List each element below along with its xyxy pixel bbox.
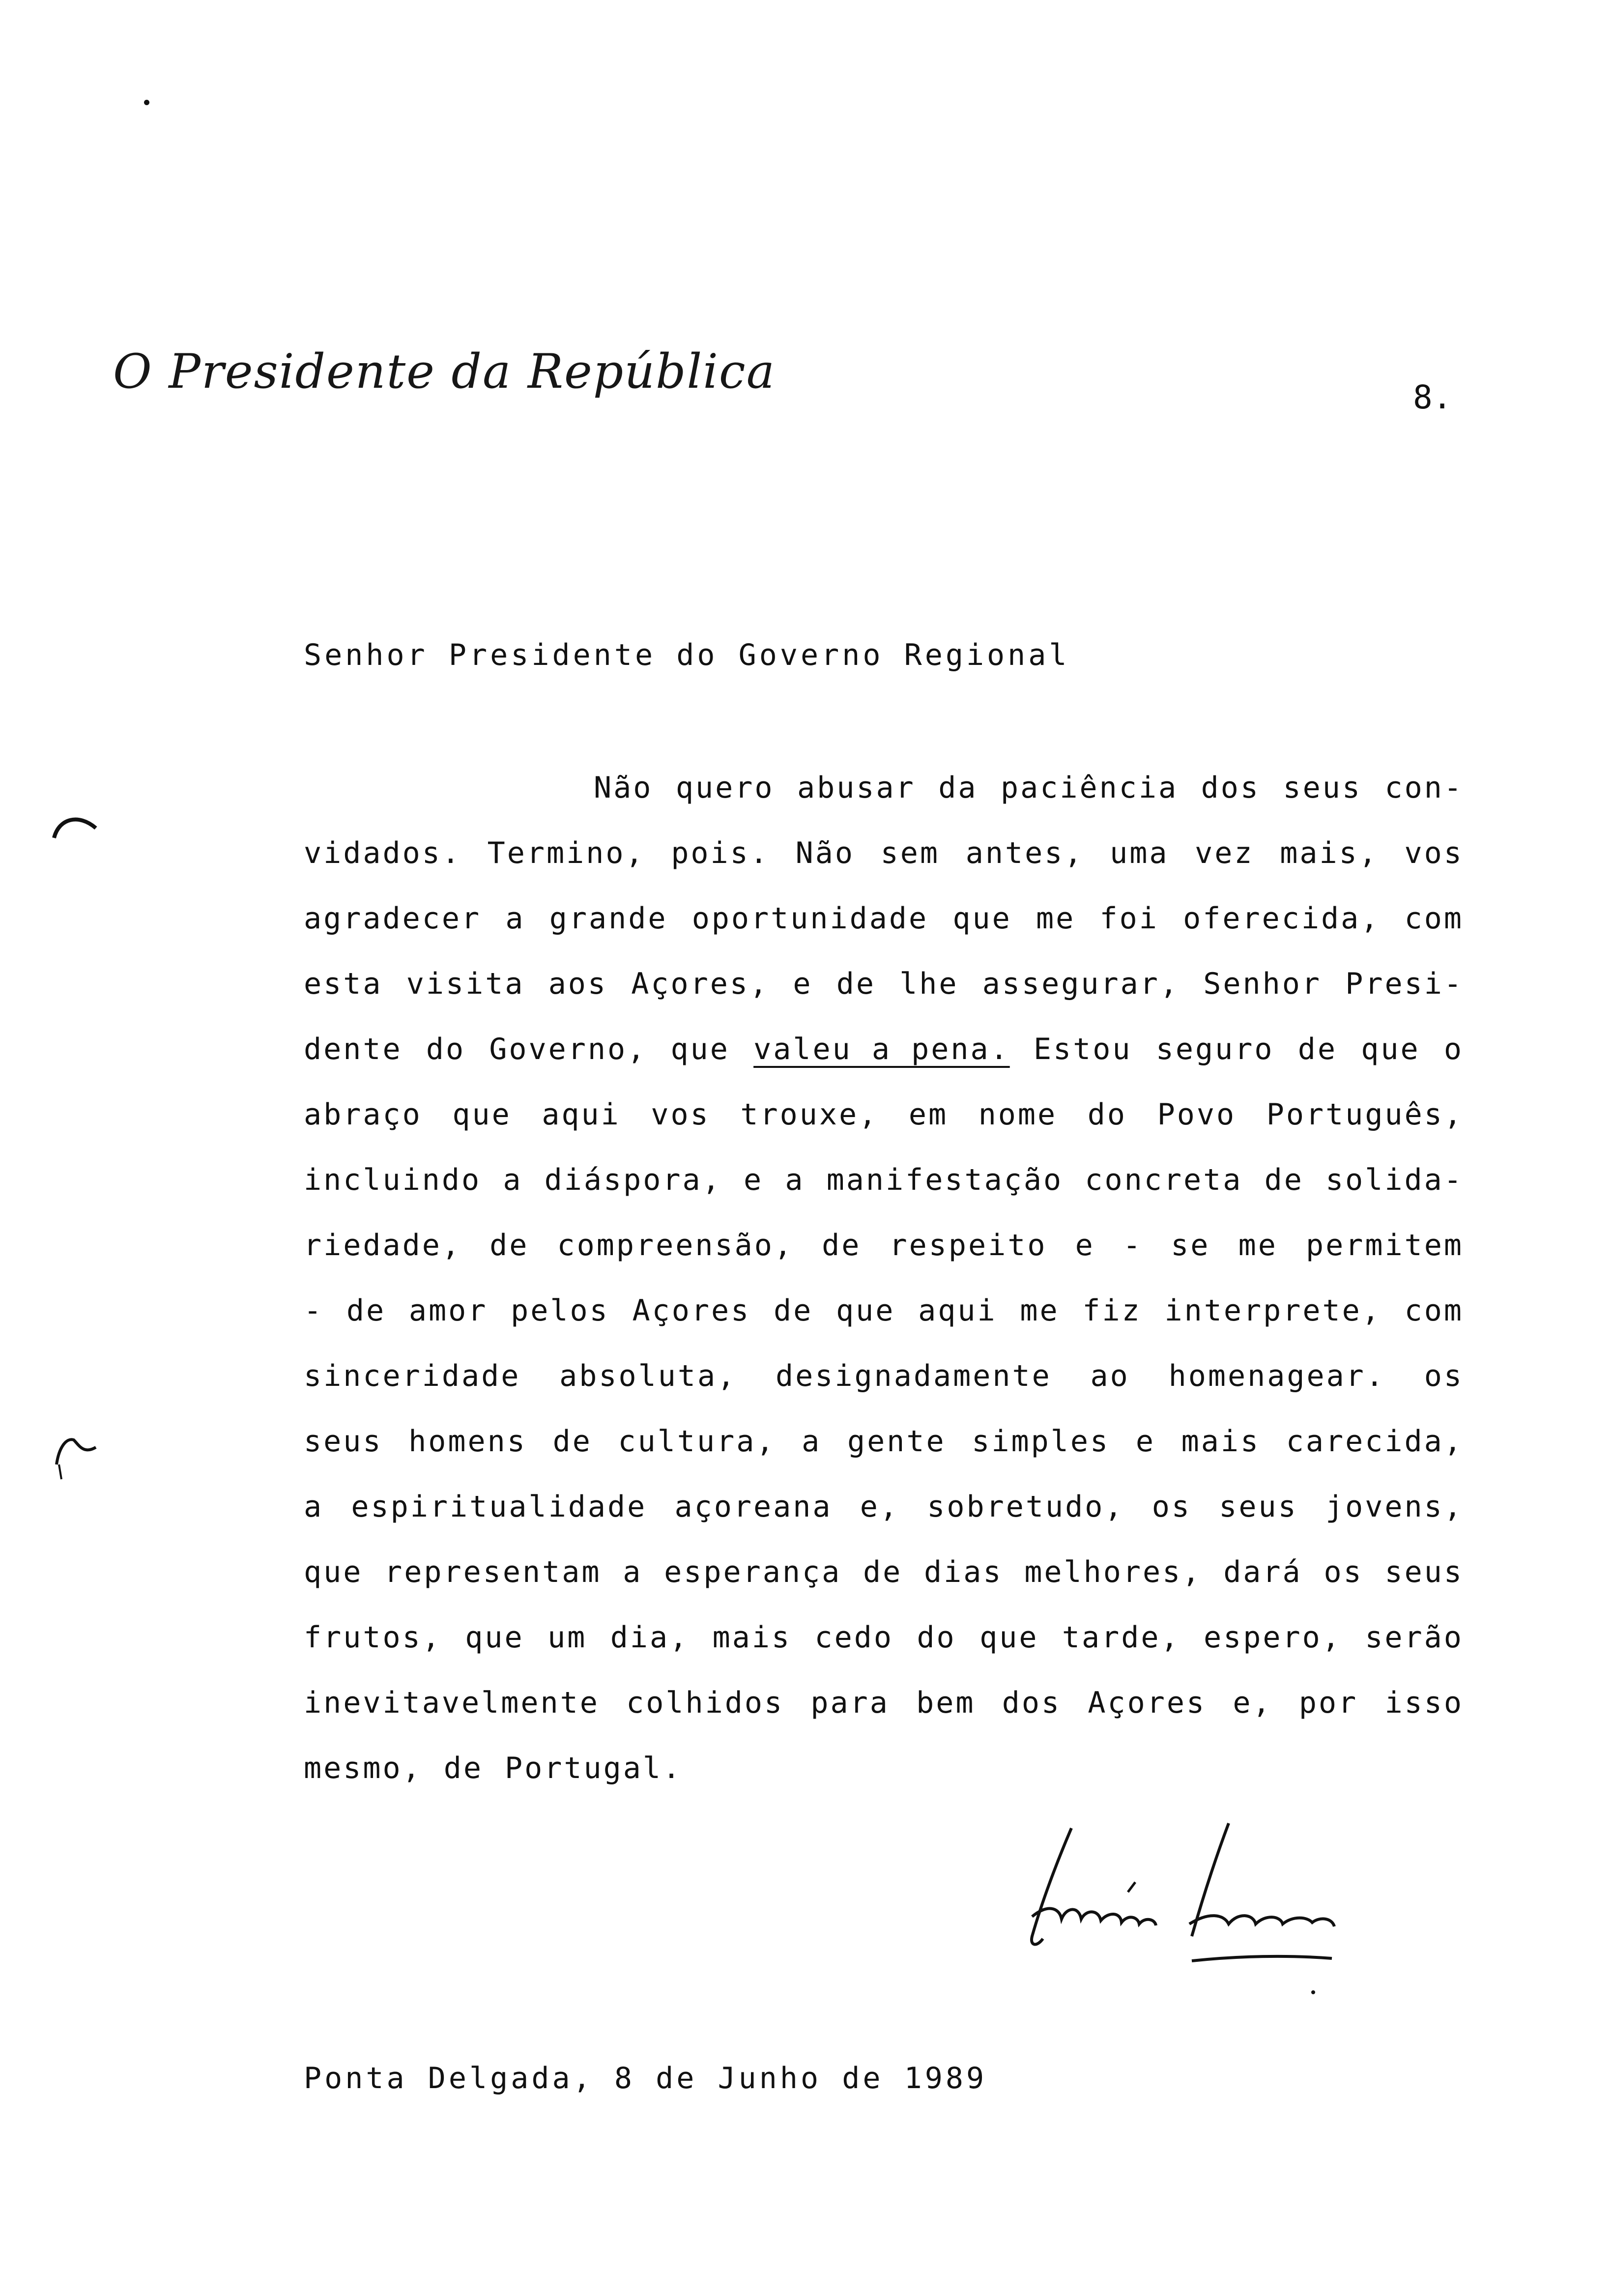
body-word: de xyxy=(552,1424,592,1459)
body-word: oportunidade xyxy=(691,901,929,936)
body-word: compreensão, xyxy=(557,1228,794,1263)
body-word: paciência xyxy=(1001,771,1179,805)
body-word: abraço xyxy=(304,1097,422,1132)
body-word: que xyxy=(836,1293,895,1328)
body-word: dente xyxy=(304,1032,403,1066)
body-word: um xyxy=(547,1620,587,1655)
body-word: aqui xyxy=(918,1293,997,1328)
body-word: com xyxy=(1404,1293,1464,1328)
body-word: esperança xyxy=(664,1555,842,1589)
body-word: de xyxy=(489,1228,529,1263)
body-word: jovens, xyxy=(1325,1490,1464,1524)
body-word: dos xyxy=(1002,1686,1062,1720)
letterhead: O Presidente da República xyxy=(113,344,776,399)
body-word: sinceridade xyxy=(304,1359,521,1393)
body-word: fiz xyxy=(1082,1293,1142,1328)
body-line xyxy=(304,1424,1464,1490)
body-word: de xyxy=(863,1555,903,1589)
body-line xyxy=(304,1163,1464,1228)
body-line xyxy=(304,901,1464,967)
body-line xyxy=(304,1097,1464,1163)
body-word: de xyxy=(1297,1032,1337,1066)
body-word: e xyxy=(1075,1228,1095,1263)
body-word: vos xyxy=(1404,836,1464,870)
body-line xyxy=(304,1751,1464,1816)
body-word: com xyxy=(1404,901,1464,936)
body-word: do xyxy=(426,1032,466,1066)
body-word: uma xyxy=(1110,836,1169,870)
body-word: simples xyxy=(972,1424,1110,1459)
body-word: riedade, xyxy=(304,1228,461,1263)
body-word: concreta xyxy=(1085,1163,1243,1197)
body-line xyxy=(304,1293,1464,1359)
body-word: mais xyxy=(712,1620,792,1655)
body-word: a xyxy=(623,1555,643,1589)
body-word: tarde, xyxy=(1062,1620,1180,1655)
body-word: que xyxy=(304,1555,363,1589)
body-word: dos xyxy=(1201,771,1260,805)
body-word: de xyxy=(346,1293,386,1328)
body-word: lhe xyxy=(899,967,959,1001)
body-word: homens xyxy=(408,1424,527,1459)
body-word: e xyxy=(1135,1424,1155,1459)
body-word: a xyxy=(505,901,525,936)
body-word: dias xyxy=(924,1555,1003,1589)
body-word: de xyxy=(836,967,876,1001)
body-word: espiritualidade xyxy=(351,1490,647,1524)
body-line xyxy=(304,1620,1464,1686)
body-line xyxy=(304,1490,1464,1555)
body-word: gente xyxy=(847,1424,946,1459)
body-word: cultura, xyxy=(618,1424,776,1459)
body-word: Portugal. xyxy=(505,1751,683,1785)
body-word: Termino, xyxy=(487,836,645,870)
body-word: colhidos xyxy=(626,1686,784,1720)
body-word: os xyxy=(1424,1359,1464,1393)
body-word: de xyxy=(822,1228,862,1263)
body-word: que xyxy=(452,1097,512,1132)
body-word: vidados. xyxy=(304,836,461,870)
body-word: visita xyxy=(406,967,525,1001)
body-word: de xyxy=(1264,1163,1304,1197)
body-word: seus xyxy=(1283,771,1362,805)
body-word: abusar xyxy=(797,771,916,805)
body-word: mesmo, xyxy=(304,1751,422,1785)
body-word: representam xyxy=(384,1555,602,1589)
date-line: Ponta Delgada, 8 de Junho de 1989 xyxy=(304,2061,987,2095)
page-number: 8. xyxy=(1413,378,1452,416)
body-word: assegurar, xyxy=(982,967,1180,1001)
body-word: a xyxy=(802,1424,822,1459)
body-word: de xyxy=(443,1751,483,1785)
body-word: Governo, xyxy=(489,1032,647,1066)
body-word: absoluta, xyxy=(559,1359,737,1393)
body-word: seguro xyxy=(1155,1032,1274,1066)
body-word: de xyxy=(774,1293,813,1328)
margin-mark xyxy=(47,1420,111,1489)
body-word: e, xyxy=(1233,1686,1272,1720)
body-word: o xyxy=(1443,1032,1464,1066)
body-word: quero xyxy=(675,771,775,805)
body-word: a xyxy=(503,1163,523,1197)
body-word: por xyxy=(1298,1686,1358,1720)
body-word: homenagear. xyxy=(1168,1359,1385,1393)
body-line xyxy=(304,1686,1464,1751)
body-word: Senhor xyxy=(1203,967,1322,1001)
body-word: solida- xyxy=(1325,1163,1464,1197)
body-word: em xyxy=(908,1097,949,1132)
body-word: açoreana xyxy=(674,1490,833,1524)
body-word: interprete, xyxy=(1164,1293,1382,1328)
body-word: incluindo xyxy=(304,1163,482,1197)
body-word: ao xyxy=(1090,1359,1130,1393)
body-word: mais xyxy=(1181,1424,1261,1459)
body-word: antes, xyxy=(965,836,1084,870)
body-line xyxy=(304,836,1464,901)
body-word: Estou xyxy=(1033,1032,1132,1066)
body-word: mais, xyxy=(1280,836,1379,870)
body-line xyxy=(304,1228,1464,1293)
body-word: manifestação xyxy=(826,1163,1064,1197)
body-word: espero, xyxy=(1204,1620,1342,1655)
body-word: sobretudo, xyxy=(927,1490,1124,1524)
body-word: do xyxy=(917,1620,956,1655)
body-word: me xyxy=(1020,1293,1060,1328)
body-word: Presi- xyxy=(1345,967,1464,1001)
body-word: serão xyxy=(1365,1620,1464,1655)
body-word: a xyxy=(785,1163,805,1197)
body-word: e xyxy=(744,1163,764,1197)
underlined-phrase: valeu a pena. xyxy=(753,1032,1010,1066)
body-line xyxy=(304,1359,1464,1424)
body-word: para xyxy=(810,1686,890,1720)
body-word: oferecida, xyxy=(1183,901,1381,936)
body-word: foi xyxy=(1099,901,1159,936)
scan-dot xyxy=(144,100,149,105)
scan-dot xyxy=(1311,1990,1315,1994)
body-word: seus xyxy=(1384,1555,1464,1589)
body-word: vez xyxy=(1195,836,1254,870)
body-word: vos xyxy=(651,1097,710,1132)
body-word: Português, xyxy=(1266,1097,1464,1132)
body-word: aos xyxy=(548,967,608,1001)
body-word: e, xyxy=(860,1490,900,1524)
body-word: se xyxy=(1171,1228,1210,1263)
body-word: pois. xyxy=(671,836,770,870)
body-word: - xyxy=(304,1293,324,1328)
body-word: nome xyxy=(978,1097,1058,1132)
body-word: a xyxy=(304,1490,324,1524)
body-word: pelos xyxy=(511,1293,609,1328)
body-line xyxy=(304,967,1464,1032)
body-word: os xyxy=(1324,1555,1363,1589)
body-word: designadamente xyxy=(776,1359,1052,1393)
body-word: cedo xyxy=(814,1620,894,1655)
body-word: dia, xyxy=(610,1620,690,1655)
body-word: do xyxy=(1087,1097,1127,1132)
body-word: - xyxy=(1123,1228,1143,1263)
body-word: Não xyxy=(594,771,653,805)
body-word: dará xyxy=(1223,1555,1302,1589)
body-word: os xyxy=(1151,1490,1192,1524)
body-word: aqui xyxy=(542,1097,621,1132)
body-word: carecida, xyxy=(1286,1424,1464,1459)
body-word: respeito xyxy=(889,1228,1047,1263)
body-word: bem xyxy=(916,1686,976,1720)
body-word: isso xyxy=(1384,1686,1464,1720)
letter-body xyxy=(304,771,1464,1816)
body-word: e xyxy=(793,967,813,1001)
body-word: que xyxy=(465,1620,524,1655)
body-word: melhores, xyxy=(1024,1555,1202,1589)
body-line xyxy=(304,1032,1464,1097)
body-word: Açores xyxy=(1088,1686,1207,1720)
body-word: me xyxy=(1238,1228,1278,1263)
body-line xyxy=(304,1555,1464,1620)
body-word: seus xyxy=(1219,1490,1298,1524)
body-word: trouxe, xyxy=(740,1097,879,1132)
body-word: que xyxy=(1361,1032,1420,1066)
body-word: frutos, xyxy=(304,1620,442,1655)
body-word: grande xyxy=(549,901,668,936)
body-word: Não xyxy=(795,836,855,870)
body-word: sem xyxy=(880,836,940,870)
body-word: que xyxy=(670,1032,730,1066)
body-word: agradecer xyxy=(304,901,482,936)
body-word: diáspora, xyxy=(544,1163,722,1197)
body-word: Açores xyxy=(632,1293,751,1328)
body-word: Açores, xyxy=(631,967,770,1001)
body-word: da xyxy=(938,771,978,805)
margin-mark xyxy=(49,808,103,848)
body-word: que xyxy=(979,1620,1039,1655)
body-word: me xyxy=(1036,901,1076,936)
body-word: Povo xyxy=(1157,1097,1237,1132)
body-word: inevitavelmente xyxy=(304,1686,600,1720)
body-line xyxy=(304,771,1464,836)
greeting: Senhor Presidente do Governo Regional xyxy=(304,638,1070,672)
body-word: con- xyxy=(1384,771,1464,805)
body-word: seus xyxy=(304,1424,383,1459)
body-word: amor xyxy=(408,1293,488,1328)
body-word: que xyxy=(952,901,1012,936)
signature xyxy=(1012,1818,1356,1966)
body-word: permitem xyxy=(1305,1228,1464,1263)
body-word: esta xyxy=(304,967,383,1001)
